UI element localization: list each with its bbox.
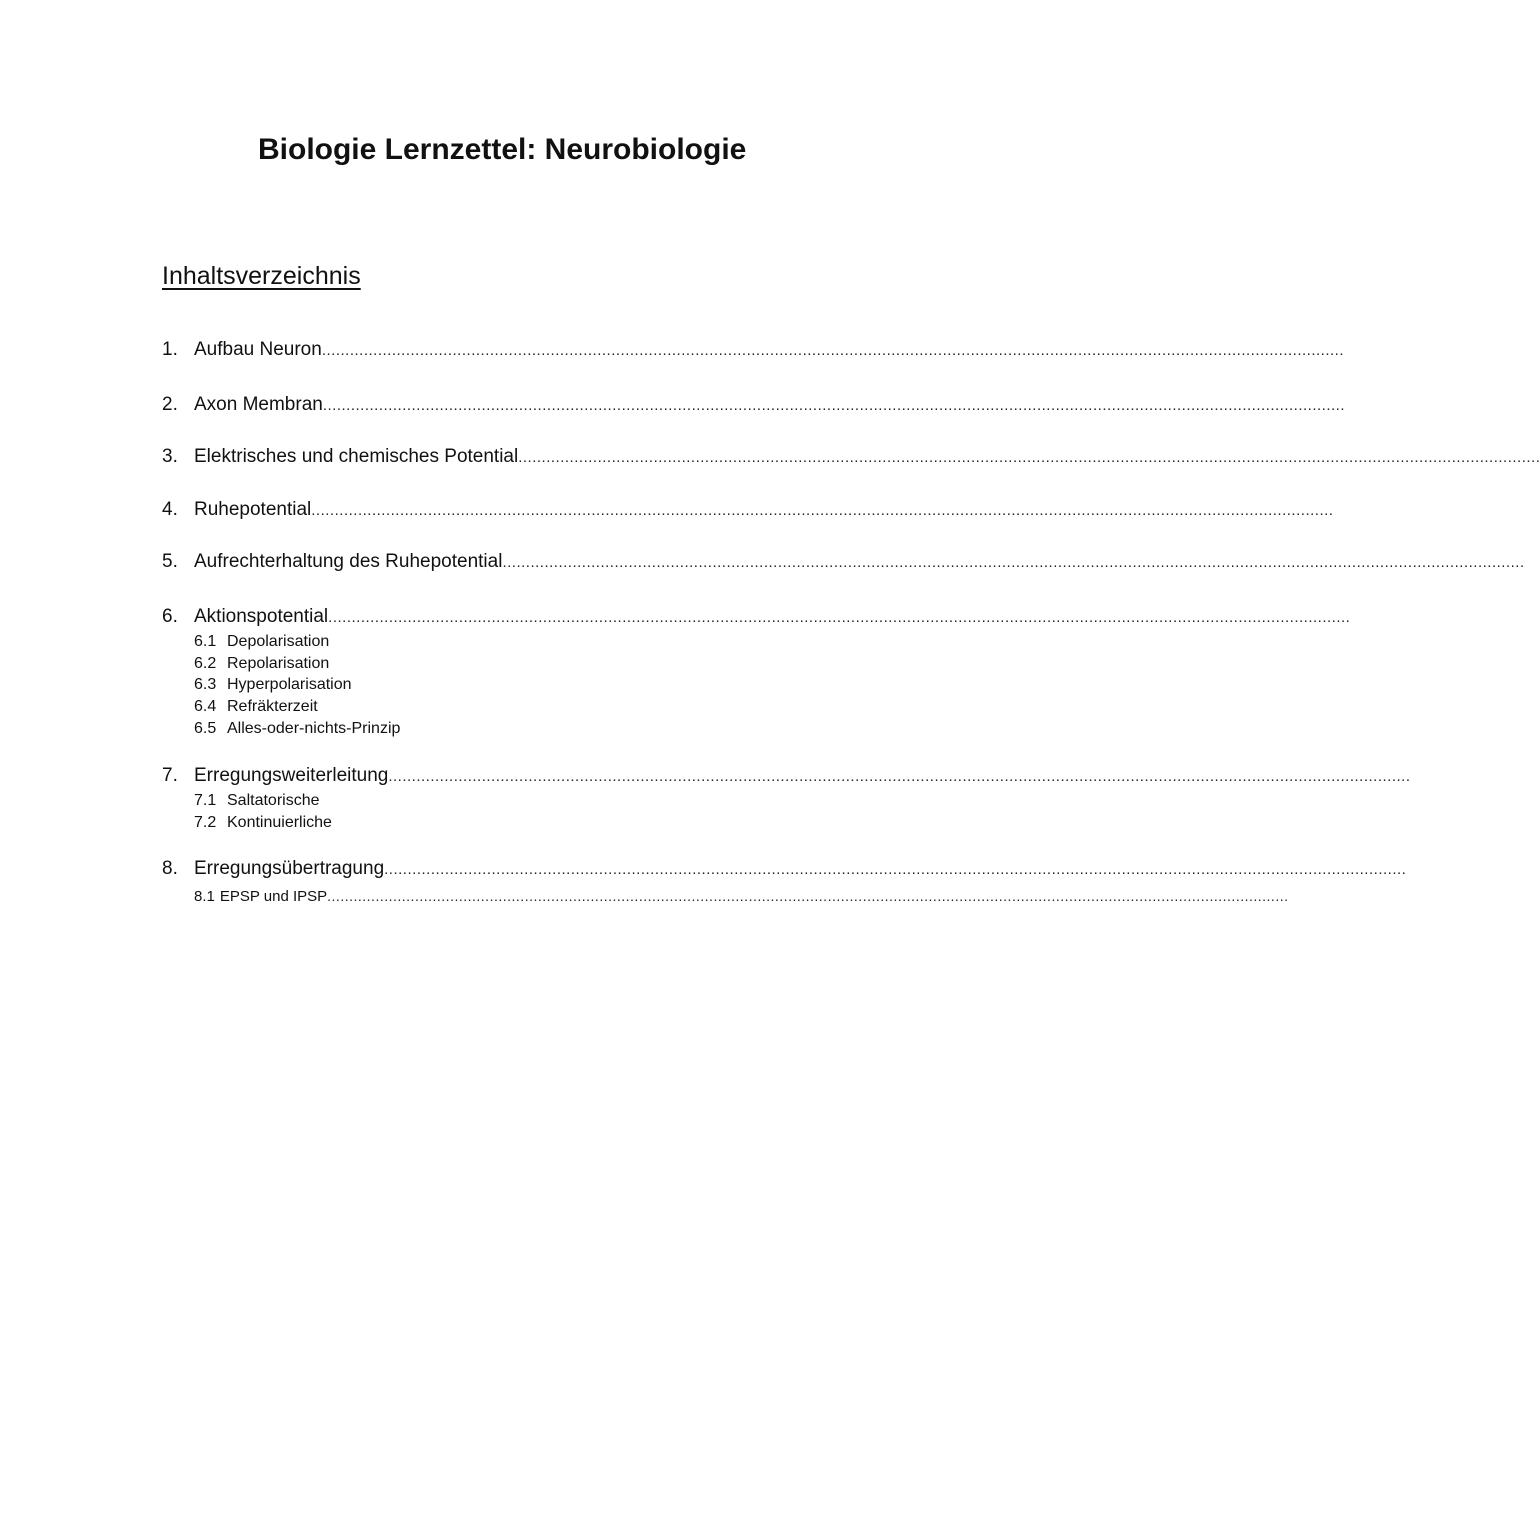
toc-entry-ruhepotential[interactable]	[162, 497, 1334, 524]
toc-entry-potential[interactable]	[162, 444, 1540, 471]
toc-subentry-label: Repolarisation	[227, 654, 330, 672]
toc-subentry-number: 6.2	[194, 654, 217, 672]
toc-entry-number: 5.	[162, 551, 178, 572]
toc-subentry-hyperpolarisation[interactable]	[194, 674, 950, 696]
toc-dot-leader: ...........................................................................................................................................................................................................................	[384, 861, 1407, 878]
toc-entry-number: 3.	[162, 446, 178, 467]
toc-subentry-kontinuierliche[interactable]	[194, 812, 950, 834]
toc-subentry-number: 6.3	[194, 676, 217, 694]
toc-subentry-depolarisation[interactable]	[194, 631, 950, 653]
toc-entry-erregungsweiterleitung[interactable]	[162, 763, 1411, 833]
toc-subentry-alles-oder-nichts[interactable]	[194, 718, 950, 740]
toc-entry-label: Aktionspotential	[194, 606, 329, 627]
toc-subentry-label: Kontinuierliche	[227, 813, 332, 831]
toc-entry-aufbau-neuron[interactable]	[162, 337, 1345, 364]
toc-entry-label: Aufbau Neuron	[194, 339, 322, 360]
toc-dot-leader: ...........................................................................................................................................................................................................................	[388, 768, 1411, 785]
toc-entry-number: 2.	[162, 394, 178, 415]
toc-subentry-number: 8.1	[194, 888, 215, 905]
toc-dot-leader: ...........................................................................................................................................................................................................................	[502, 554, 1525, 571]
toc-entry-number: 4.	[162, 499, 178, 520]
toc-subentry-label: Hyperpolarisation	[227, 676, 352, 694]
toc-entry-number: 1.	[162, 339, 178, 360]
toc-subentry-number: 6.4	[194, 698, 217, 716]
toc-subentry-number: 6.5	[194, 719, 217, 737]
toc-entry-label: Aufrechterhaltung des Ruhepotential	[194, 551, 503, 572]
toc-subentry-label: Refräkterzeit	[227, 698, 318, 716]
toc-subentry-label: EPSP und IPSP	[219, 888, 328, 905]
toc-entry-number: 7.	[162, 765, 178, 786]
toc-entry-aktionspotential[interactable]	[162, 604, 1351, 740]
toc-dot-leader: ...........................................................................................................................................................................................................................	[328, 609, 1351, 626]
toc-subentry-label: Saltatorische	[227, 792, 320, 809]
toc-dot-leader: ...........................................................................................................................................................................................................................	[327, 888, 1289, 904]
toc-dot-leader: ...........................................................................................................................................................................................................................	[321, 342, 1345, 359]
toc-entry-label: Axon Membran	[194, 394, 323, 415]
toc-subentry-label: Depolarisation	[227, 633, 330, 650]
toc-entry-label: Erregungsweiterleitung	[194, 765, 389, 786]
toc-entry-label: Erregungsübertragung	[194, 858, 385, 879]
toc-dot-leader: ...........................................................................................................................................................................................................................	[518, 449, 1540, 466]
toc-entry-axon-membran[interactable]	[162, 392, 1346, 419]
toc-entry-number: 8.	[162, 858, 178, 879]
toc-entry-erregungsuebertragung[interactable]	[162, 856, 1407, 907]
toc-entry-label: Ruhepotential	[194, 499, 312, 520]
toc-entry-number: 6.	[162, 606, 178, 627]
toc-subentry-repolarisation[interactable]	[194, 653, 950, 675]
toc-sublist	[162, 631, 950, 740]
toc-subentry-epsp-ipsp[interactable]	[194, 886, 1289, 907]
toc-entry-label: Elektrisches und chemisches Potential	[194, 446, 519, 467]
document-title: Biologie Lernzettel: Neurobiologie	[258, 133, 747, 166]
toc-entry-aufrechterhaltung[interactable]	[162, 549, 1525, 576]
toc-sublist	[162, 790, 950, 833]
toc-subentry-refraekterzeit[interactable]	[194, 696, 950, 718]
toc-heading: Inhaltsverzeichnis	[162, 262, 361, 290]
toc-subentry-label: Alles-oder-nichts-Prinzip	[227, 719, 401, 737]
toc-subentry-number: 7.1	[194, 792, 217, 809]
toc-dot-leader: ...........................................................................................................................................................................................................................	[322, 397, 1346, 414]
toc-subentry-saltatorische[interactable]	[194, 790, 950, 812]
toc-subentry-number: 6.1	[194, 633, 217, 650]
toc-subentry-number: 7.2	[194, 813, 217, 831]
toc-dot-leader: ...........................................................................................................................................................................................................................	[311, 502, 1334, 519]
